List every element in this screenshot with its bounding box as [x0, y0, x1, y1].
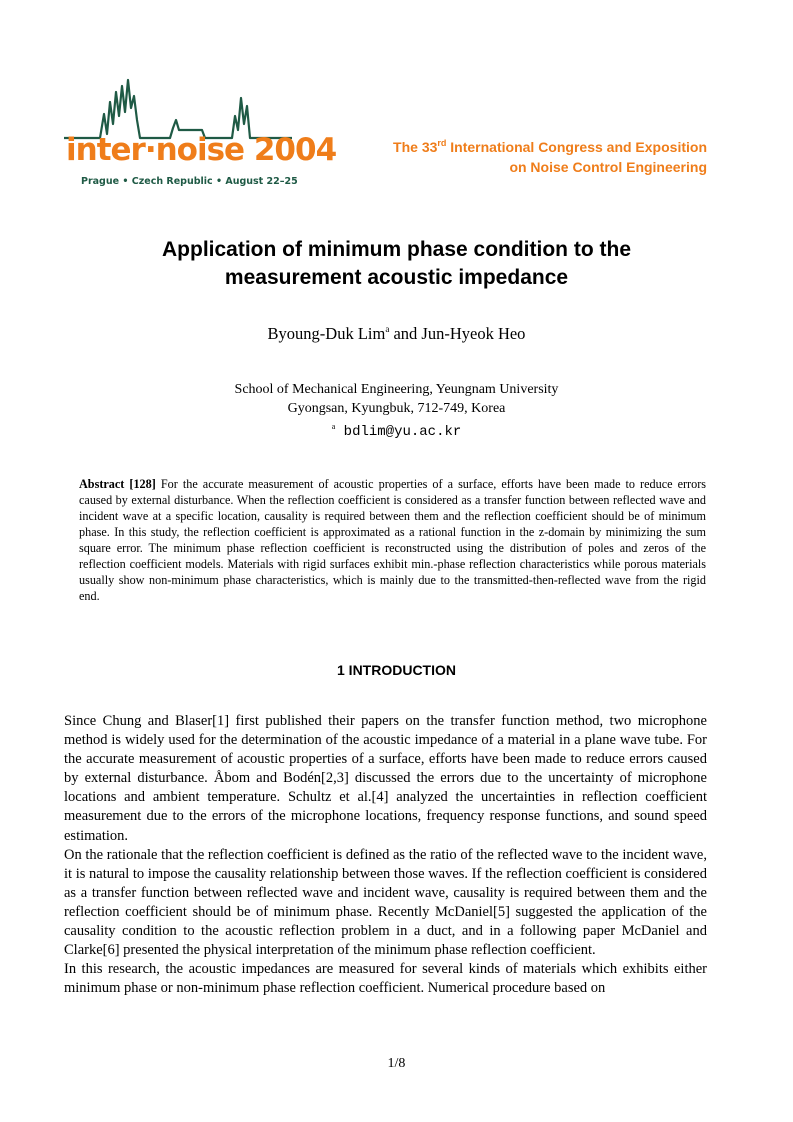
abstract-text: For the accurate measurement of acoustic properties of a surface, efforts have been made to reduce errors caused by external disturbance. When the reflection coefficient is considered as a transfer function between reflected wave and incident wave at a specific location, causality is required between them and the reflection coefficient should be of minimum phase. In this study, the reflection coefficient is approximated as a rational function in the z-domain by minimizing the sum square error. The minimum phase reflection coefficient is reconstructed using the distribution of poles and zeros of the reflection coefficient models. Materials with rigid surfaces exhibit min.-phase reflection characteristics while porous materials usually show non-minimum phase characteristics, which is mainly due to the transmitted-then-reflected wave from the rigid end. — [79, 477, 707, 603]
author-email: $^a$ bdlim@yu.ac.kr — [331, 422, 462, 440]
page-number: 1/8 — [387, 1056, 406, 1071]
conference-line-2: on Noise Control Engineering — [509, 159, 707, 175]
paragraph: In this research, the acoustic impedances are measured for several kinds of materials which exhibits either minimum phase or non-minimum phase reflection coefficient. Numerical procedure based on — [64, 961, 707, 997]
abstract — [79, 476, 706, 604]
conference-line-1: The 33rd International Congress and Exposition — [393, 138, 707, 155]
affiliation: School of Mechanical Engineering, Yeungnam University Gyongsan, Kyungbuk, 712-749, Korea — [234, 382, 559, 416]
logo-tagline: Prague • Czech Republic • August 22–25 — [81, 176, 298, 187]
paragraph: On the rationale that the reflection coefficient is defined as the ratio of the reflected wave to the incident wave, it is natural to impose the causality relationship between those waves. If the reflection coefficient is considered as a transfer function between reflected wave and incident wave, causality is required between them and the reflection coefficient should be of minimum phase. Recently McDaniel[5] suggested the application of the causality condition to the acoustic reflection problem in a duct, and in a following paper McDaniel and Clarke[6] presented the physical interpretation of the minimum phase reflection coefficient. — [64, 846, 707, 959]
author-list: Byoung-Duk Lim$^a$ and Jun-Hyeok Heo — [267, 324, 526, 343]
paper-title: Application of minimum phase condition to the measurement acoustic impedance — [162, 238, 631, 289]
paragraph: Since Chung and Blaser[1] first published their papers on the transfer function method, two microphone method is widely used for the determination of the acoustic impedance of a material in a plane wave tube. For the accurate measurement of acoustic properties of a surface, efforts have been made to reduce errors caused by external disturbance. Åbom and Bodén[2,3] discussed the errors due to the uncertainty of microphone locations and ambient temperature. Schultz et al.[4] analyzed the uncertainties in reflection coefficient measurement due to the errors of the microphone locations, frequency response functions, and sound speed estimation. — [64, 713, 707, 844]
logo-wordmark: inter·noise 2004 — [66, 132, 337, 168]
abstract-label: Abstract [128] — [79, 477, 156, 491]
section-heading: 1 INTRODUCTION — [337, 662, 456, 678]
conference-logo — [62, 72, 337, 194]
body-text — [64, 712, 707, 998]
email-link[interactable]: bdlim@yu.ac.kr — [343, 424, 462, 440]
conference-name — [393, 137, 707, 177]
